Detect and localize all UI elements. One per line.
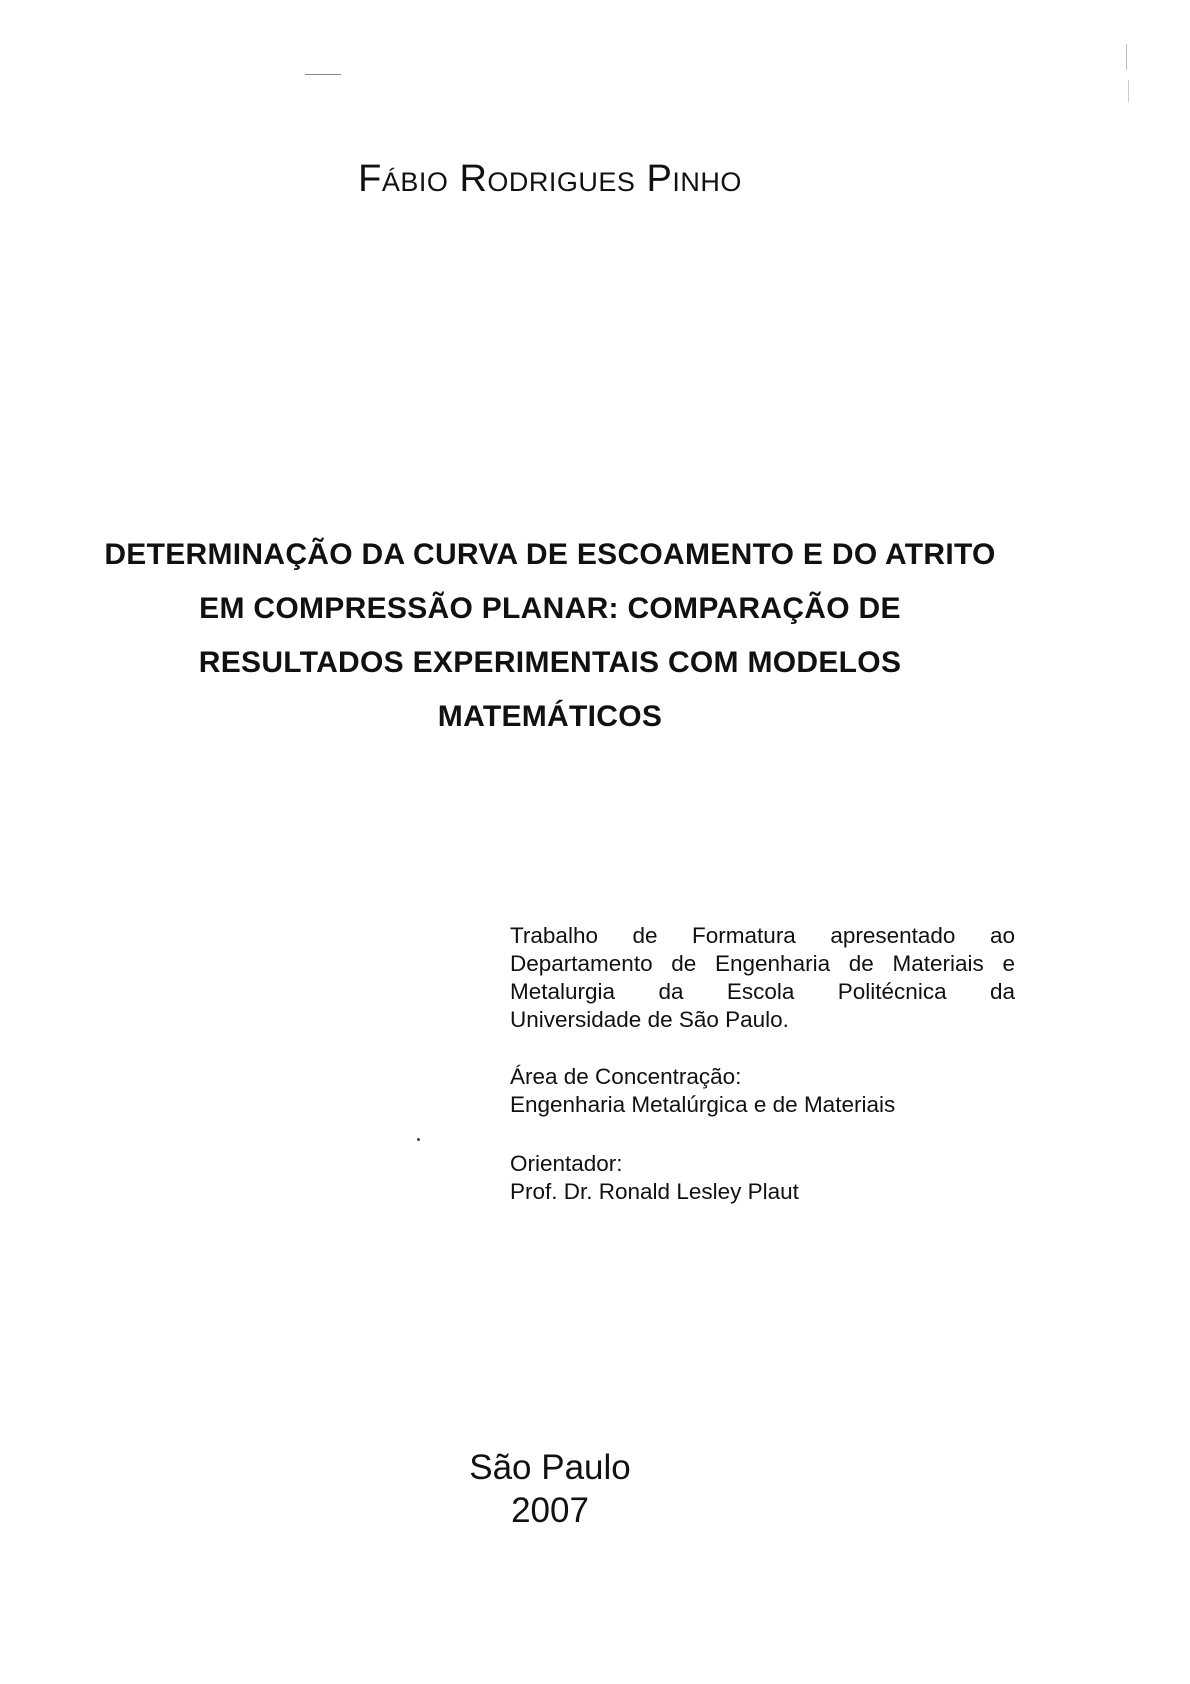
description-line: Universidade de São Paulo. (510, 1007, 789, 1032)
title-line: MATEMÁTICOS (437, 700, 663, 733)
publication-year: 2007 (511, 1491, 589, 1530)
area-value: Engenharia Metalúrgica e de Materiais (510, 1092, 896, 1117)
author-name: Fábio Rodrigues Pinho (358, 158, 742, 200)
description-line: Trabalho de Formatura apresentado ao (510, 923, 1015, 948)
title-line: EM COMPRESSÃO PLANAR: COMPARAÇÃO DE (199, 592, 901, 625)
place-and-year (350, 1446, 750, 1532)
scan-artifact (1128, 80, 1129, 102)
title-line: DETERMINAÇÃO DA CURVA DE ESCOAMENTO E DO ATRITO (104, 538, 996, 571)
title-line: RESULTADOS EXPERIMENTAIS COM MODELOS (198, 646, 902, 679)
description-line: Metalurgia da Escola Politécnica da (510, 979, 1015, 1004)
scan-artifact (305, 74, 341, 75)
scan-artifact (1126, 44, 1127, 70)
advisor-name: Prof. Dr. Ronald Lesley Plaut (510, 1179, 799, 1204)
area-label: Área de Concentração: (510, 1064, 742, 1089)
scan-artifact (417, 1138, 420, 1141)
thesis-title (60, 528, 1040, 744)
submission-description (510, 922, 1015, 1034)
advisor-label: Orientador: (510, 1151, 623, 1176)
advisor-block (510, 1150, 1015, 1206)
description-line: Departamento de Engenharia de Materiais e (510, 951, 1015, 976)
concentration-area (510, 1063, 1015, 1119)
place-name: São Paulo (469, 1448, 631, 1487)
